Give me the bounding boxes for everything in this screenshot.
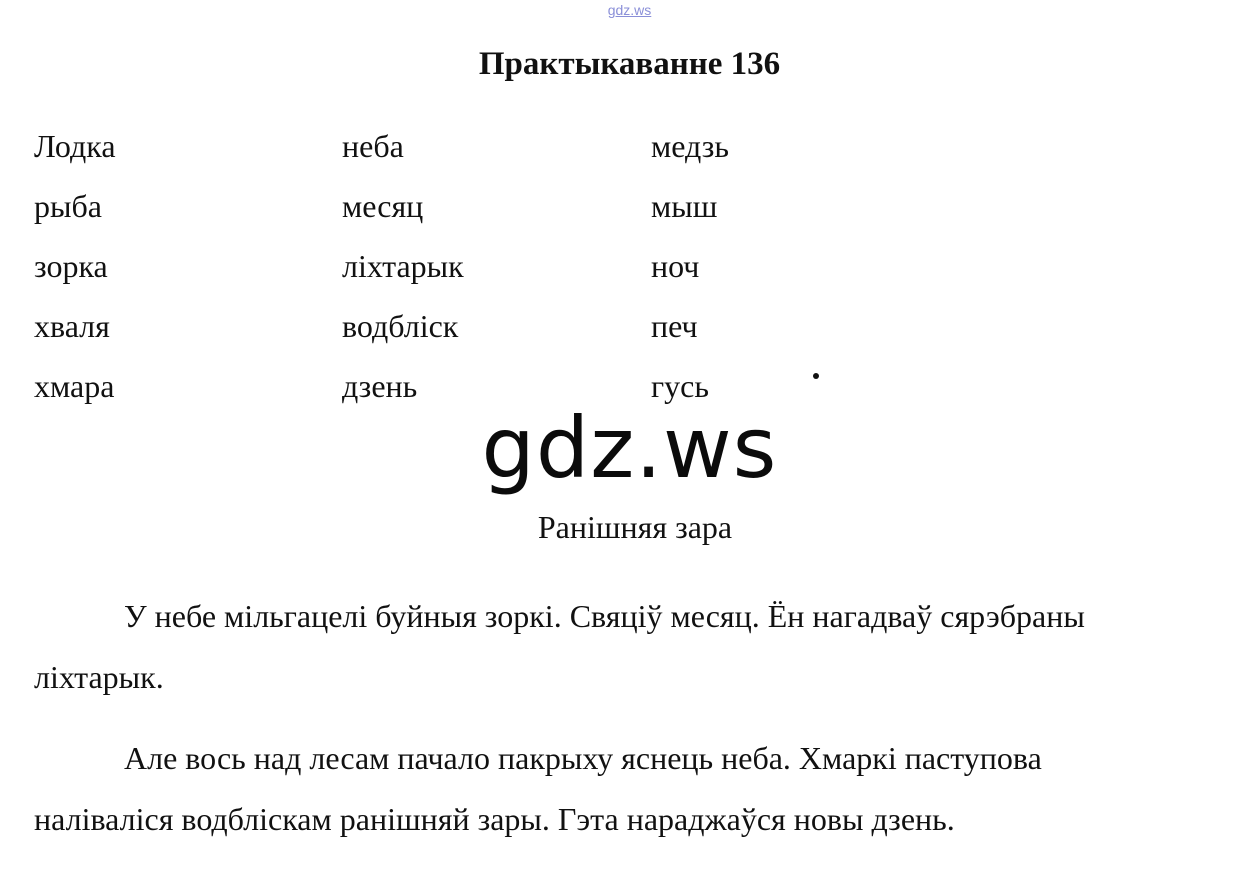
word-item: ноч (651, 248, 700, 284)
watermark-logo: gdz.ws (481, 399, 778, 497)
word-item: неба (342, 128, 404, 164)
story-text (34, 586, 1184, 870)
word-item: ліхтарык (342, 248, 464, 284)
story-title: Ранішняя зара (537, 509, 733, 545)
top-watermark: gdz.ws (607, 2, 652, 18)
stray-dot (813, 373, 819, 379)
word-item: рыба (34, 188, 102, 224)
word-item: мыш (651, 188, 718, 224)
word-item: месяц (342, 188, 424, 224)
word-item: гусь (651, 368, 709, 404)
word-item: зорка (34, 248, 108, 284)
word-item: хваля (34, 308, 110, 344)
word-item: водбліск (342, 308, 459, 344)
story-paragraph: Але вось над лесам пачало пакрыху яснець неба. Хмаркі паступова наліваліся водбліскам ранішняй зары. Гэта нараджаўся новы дзень. (34, 740, 1042, 837)
word-item: печ (651, 308, 698, 344)
word-item: хмара (34, 368, 115, 404)
exercise-title: Практыкаванне 136 (478, 46, 781, 82)
word-item: дзень (342, 368, 418, 404)
word-item: медзь (651, 128, 729, 164)
story-paragraph: У небе мільгацелі буйныя зоркі. Свяціў месяц. Ён нагадваў сярэбраны ліхтарык. (34, 598, 1085, 695)
word-table (0, 0, 1259, 420)
word-item: Лодка (34, 128, 116, 164)
